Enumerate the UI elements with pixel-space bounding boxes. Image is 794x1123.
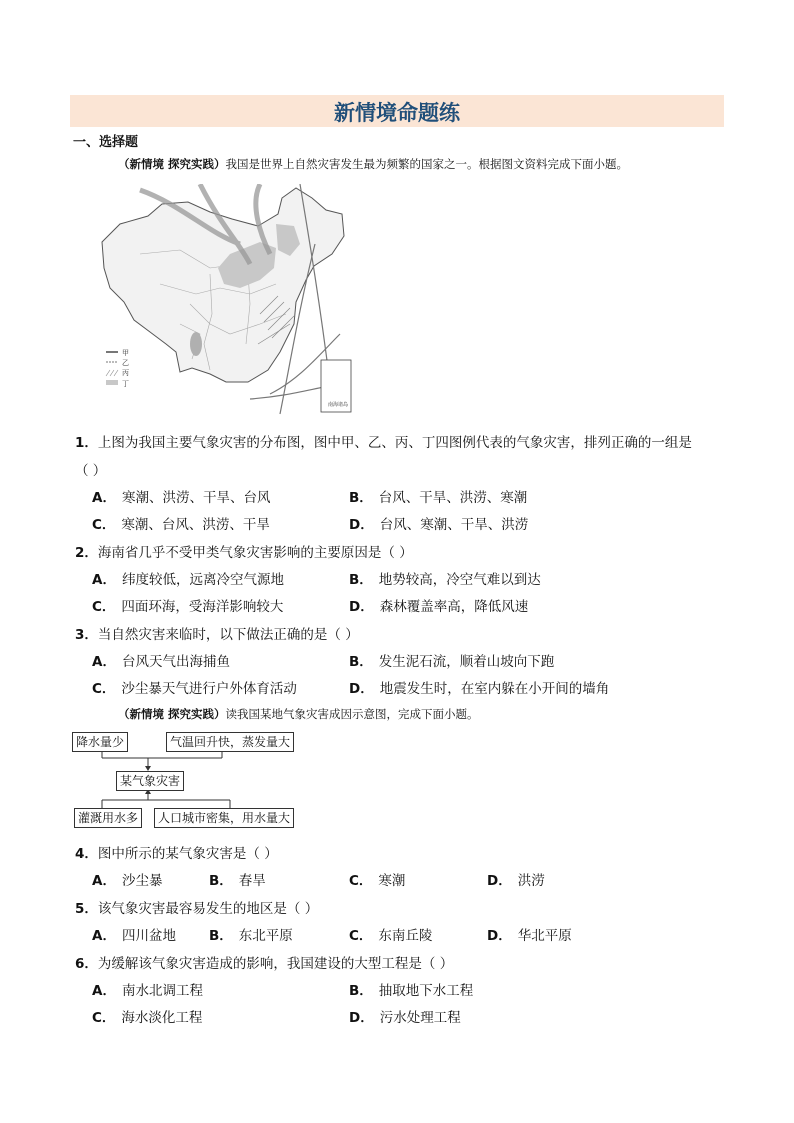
q2-option-b[interactable]: B． 地势较高，冷空气难以到达 [349, 572, 541, 588]
drought-area-sw [190, 332, 202, 356]
q1-option-c[interactable]: C． 寒潮、台风、洪涝、干旱 [92, 517, 270, 533]
q1-option-d[interactable]: D． 台风、寒潮、干旱、洪涝 [349, 517, 529, 533]
q2-option-d[interactable]: D． 森林覆盖率高，降低风速 [349, 599, 529, 615]
q3-option-d[interactable]: D． 地震发生时，在室内躲在小开间的墙角 [349, 681, 610, 697]
q4-option-c[interactable]: C． 寒潮 [349, 873, 406, 889]
box-evaporation: 气温回升快，蒸发量大 [166, 732, 294, 752]
legend-jia: 甲 [122, 349, 129, 357]
box-disaster: 某气象灾害 [116, 771, 184, 791]
question-2: 2．海南省几乎不受甲类气象灾害影响的主要原因是（ ） [75, 545, 413, 561]
question-3: 3．当自然灾害来临时，以下做法正确的是（ ） [75, 627, 359, 643]
question-6: 6．为缓解该气象灾害造成的影响，我国建设的大型工程是（ ） [75, 956, 454, 972]
intro-2: （新情境 探究实践）读我国某地气象灾害成因示意图，完成下面小题。 [118, 707, 479, 721]
q3-option-b[interactable]: B． 发生泥石流，顺着山坡向下跑 [349, 654, 555, 670]
q6-option-a[interactable]: A． 南水北调工程 [92, 983, 203, 999]
page-title: 新情境命题练 [334, 101, 460, 125]
section-heading: 一、选择题 [73, 135, 139, 150]
q1-num: 1． [75, 435, 98, 451]
intro-1-tag: （新情境 探究实践） [118, 157, 226, 171]
question-4: 4．图中所示的某气象灾害是（ ） [75, 846, 278, 862]
cause-diagram [72, 730, 294, 830]
legend-yi: 乙 [122, 359, 129, 367]
q6-option-b[interactable]: B． 抽取地下水工程 [349, 983, 474, 999]
box-urban-water: 人口城市密集，用水量大 [154, 808, 294, 828]
q6-option-d[interactable]: D． 污水处理工程 [349, 1010, 461, 1026]
china-outline [102, 188, 344, 382]
question-1 [75, 431, 692, 451]
q5-option-a[interactable]: A． 四川盆地 [92, 928, 176, 944]
q1-option-b[interactable]: B． 台风、干旱、洪涝、寒潮 [349, 490, 528, 506]
q5-option-d[interactable]: D． 华北平原 [487, 928, 572, 944]
intro-1 [118, 156, 628, 172]
q5-option-c[interactable]: C． 东南丘陵 [349, 928, 433, 944]
box-low-rainfall: 降水量少 [72, 732, 128, 752]
q1-stem: 上图为我国主要气象灾害的分布图，图中甲、乙、丙、丁四图例代表的气象灾害，排列正确的一组是 [97, 435, 692, 451]
q2-option-a[interactable]: A． 纬度较低，远离冷空气源地 [92, 572, 284, 588]
q4-option-b[interactable]: B． 春旱 [209, 873, 266, 889]
legend-bing: 丙 [122, 369, 129, 377]
q4-option-a[interactable]: A． 沙尘暴 [92, 873, 163, 889]
q2-option-c[interactable]: C． 四面环海，受海洋影响较大 [92, 599, 284, 615]
title-bar [70, 95, 724, 127]
q5-option-b[interactable]: B． 东北平原 [209, 928, 293, 944]
legend-ding: 丁 [122, 380, 129, 388]
q6-option-c[interactable]: C． 海水淡化工程 [92, 1010, 203, 1026]
q1-option-a[interactable]: A． 寒潮、洪涝、干旱、台风 [92, 490, 271, 506]
box-irrigation: 灌溉用水多 [74, 808, 142, 828]
inset-label: 南海诸岛 [328, 402, 349, 408]
q4-option-d[interactable]: D． 洪涝 [487, 873, 545, 889]
intro-1-text: 我国是世界上自然灾害发生最为频繁的国家之一。根据图文资料完成下面小题。 [225, 157, 629, 171]
question-5: 5．该气象灾害最容易发生的地区是（ ） [75, 901, 319, 917]
disaster-map [100, 184, 360, 424]
q3-option-a[interactable]: A． 台风天气出海捕鱼 [92, 654, 230, 670]
map-legend [106, 349, 129, 388]
q3-option-c[interactable]: C． 沙尘暴天气进行户外体育活动 [92, 681, 297, 697]
q1-paren: （ ） [75, 463, 107, 479]
